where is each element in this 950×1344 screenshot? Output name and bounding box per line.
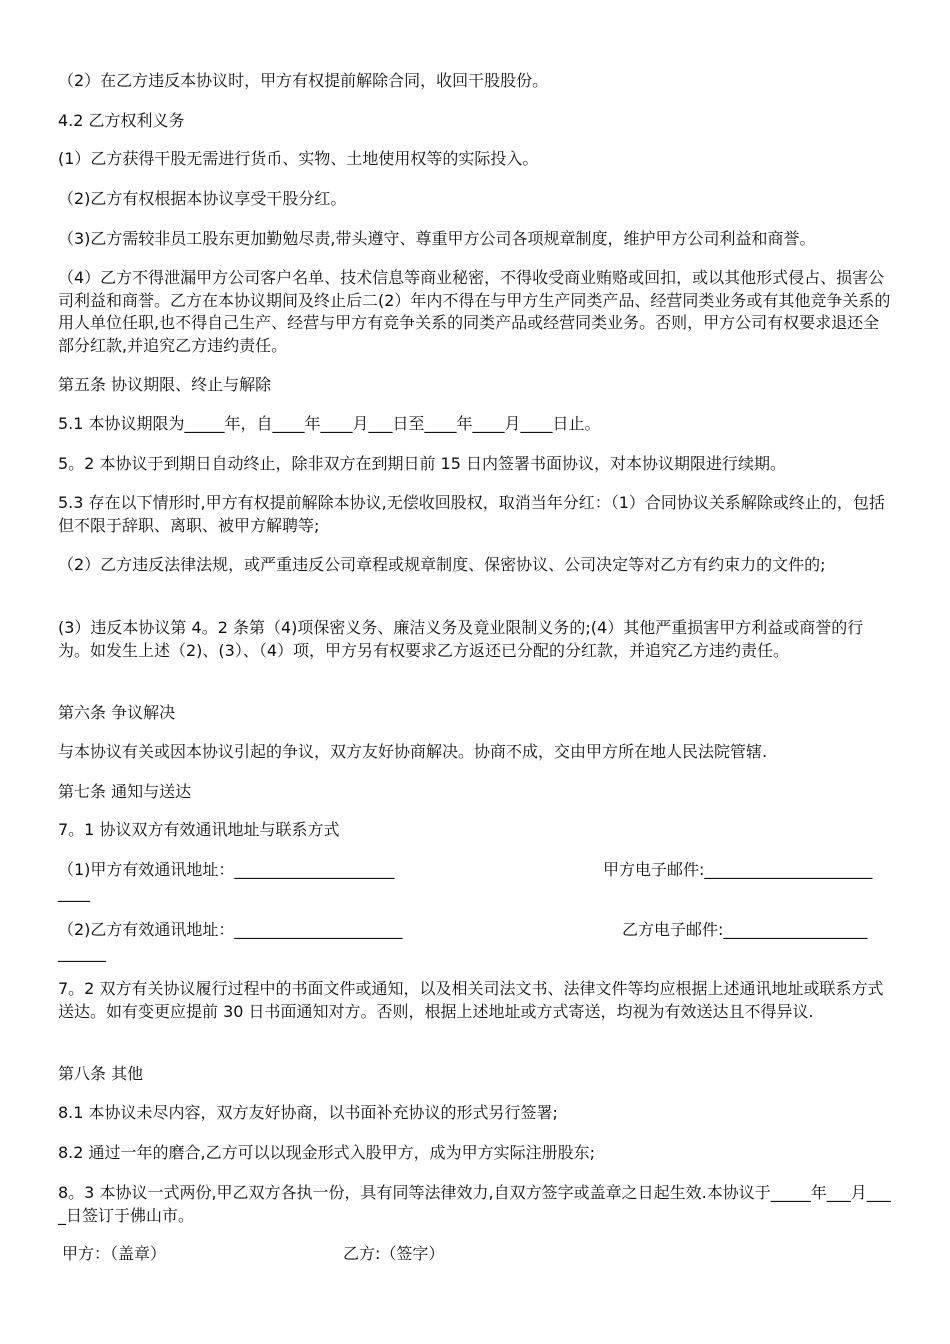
clause-6-body: 与本协议有关或因本协议引起的争议，双方友好协商解决。协商不成，交由甲方所在地人民法院管辖. (58, 742, 768, 761)
clause-8-3: 8。3 本协议一式两份,甲乙双方各执一份，具有同等法律效力,自双方签字或盖章之日起生效.本协议于_____年___月____日签订于佛山市。 (58, 1183, 891, 1225)
party-a-address-field: （1)甲方有效通讯地址：____________________ (58, 860, 395, 879)
party-b-signature-label: 乙方:（签字） (343, 1244, 445, 1263)
party-b-email-field-continued: ______ (58, 943, 106, 962)
article-8-heading: 第八条 其他 (58, 1064, 144, 1083)
clause-5-1: 5.1 本协议期限为_____年，自____年____月___日至____年____月____日止。 (58, 414, 601, 433)
party-b-address-field: （2)乙方有效通讯地址：_____________________ (58, 920, 403, 939)
clause-5-2: 5。2 本协议于到期日自动终止，除非双方在到期日前 15 日内签署书面协议，对本协议期限进行续期。 (58, 454, 786, 473)
article-5-heading: 第五条 协议期限、终止与解除 (58, 375, 272, 394)
clause-7-1: 7。1 协议双方有效通讯地址与联系方式 (58, 820, 340, 839)
section-4-2-heading: 4.2 乙方权利义务 (58, 111, 185, 130)
party-a-email-field: 甲方电子邮件:_____________________ (603, 860, 873, 879)
clause-8-2: 8.2 通过一年的磨合,乙方可以以现金形式入股甲方，成为甲方实际注册股东; (58, 1143, 596, 1162)
clause-5-3-item-2: （2）乙方违反法律法规，或严重违反公司章程或规章制度、保密协议、公司决定等对乙方有约束力的文件的; (58, 555, 826, 574)
clause-7-2: 7。2 双方有关协议履行过程中的书面文件或通知，以及相关司法文书、法律文件等均应根据上述通讯地址或联系方式送达。如有变更应提前 30 日书面通知对方。否则，根据上述地址或方式寄送，均视为有效送达且不得异议. (58, 979, 884, 1021)
clause-4-2-item-2: （2)乙方有权根据本协议享受干股分红。 (58, 189, 347, 208)
clause-4-1-item-2: （2）在乙方违反本协议时，甲方有权提前解除合同，收回干股股份。 (58, 71, 549, 90)
article-6-heading: 第六条 争议解决 (58, 703, 176, 722)
party-a-signature-label: 甲方：（盖章） (62, 1244, 167, 1263)
party-b-email-field: 乙方电子邮件:__________________ (622, 920, 868, 939)
clause-4-2-item-3: （3)乙方需较非员工股东更加勤勉尽责,带头遵守、尊重甲方公司各项规章制度，维护甲方公司利益和商誉。 (58, 229, 816, 248)
clause-5-3-item-3: (3）违反本协议第 4。2 条第（4)项保密义务、廉洁义务及竟业限制义务的;(4）其他严重损害甲方利益或商誉的行为。如发生上述（2)、(3）、（4）项，甲方另有权要求乙方返还已分配的分红款，并追究乙方违约责任。 (58, 618, 864, 660)
article-7-heading: 第七条 通知与送达 (58, 782, 192, 801)
clause-4-2-item-4: （4）乙方不得泄漏甲方公司客户名单、技术信息等商业秘密，不得收受商业贿赂或回扣，或以其他形式侵占、损害公司利益和商誉。乙方在本协议期间及终止后二(2）年内不得在与甲方生产同类产品、经营同类业务或有其他竞争关系的用人单位任职,也不得自己生产、经营与甲方有竞争关系的同类产品或经营同类业务。否则，甲方公司有权要求退还全部分红款,并追究乙方违约责任。 (58, 268, 891, 355)
clause-4-2-item-1: (1）乙方获得干股无需进行货币、实物、土地使用权等的实际投入。 (58, 149, 539, 168)
clause-8-1: 8.1 本协议未尽内容，双方友好协商，以书面补充协议的形式另行签署; (58, 1103, 558, 1122)
party-a-email-field-continued: ____ (58, 883, 90, 902)
clause-5-3: 5.3 存在以下情形时,甲方有权提前解除本协议,无偿收回股权，取消当年分红：（1）合同协议关系解除或终止的，包括但不限于辞职、离职、被甲方解聘等; (58, 493, 885, 535)
